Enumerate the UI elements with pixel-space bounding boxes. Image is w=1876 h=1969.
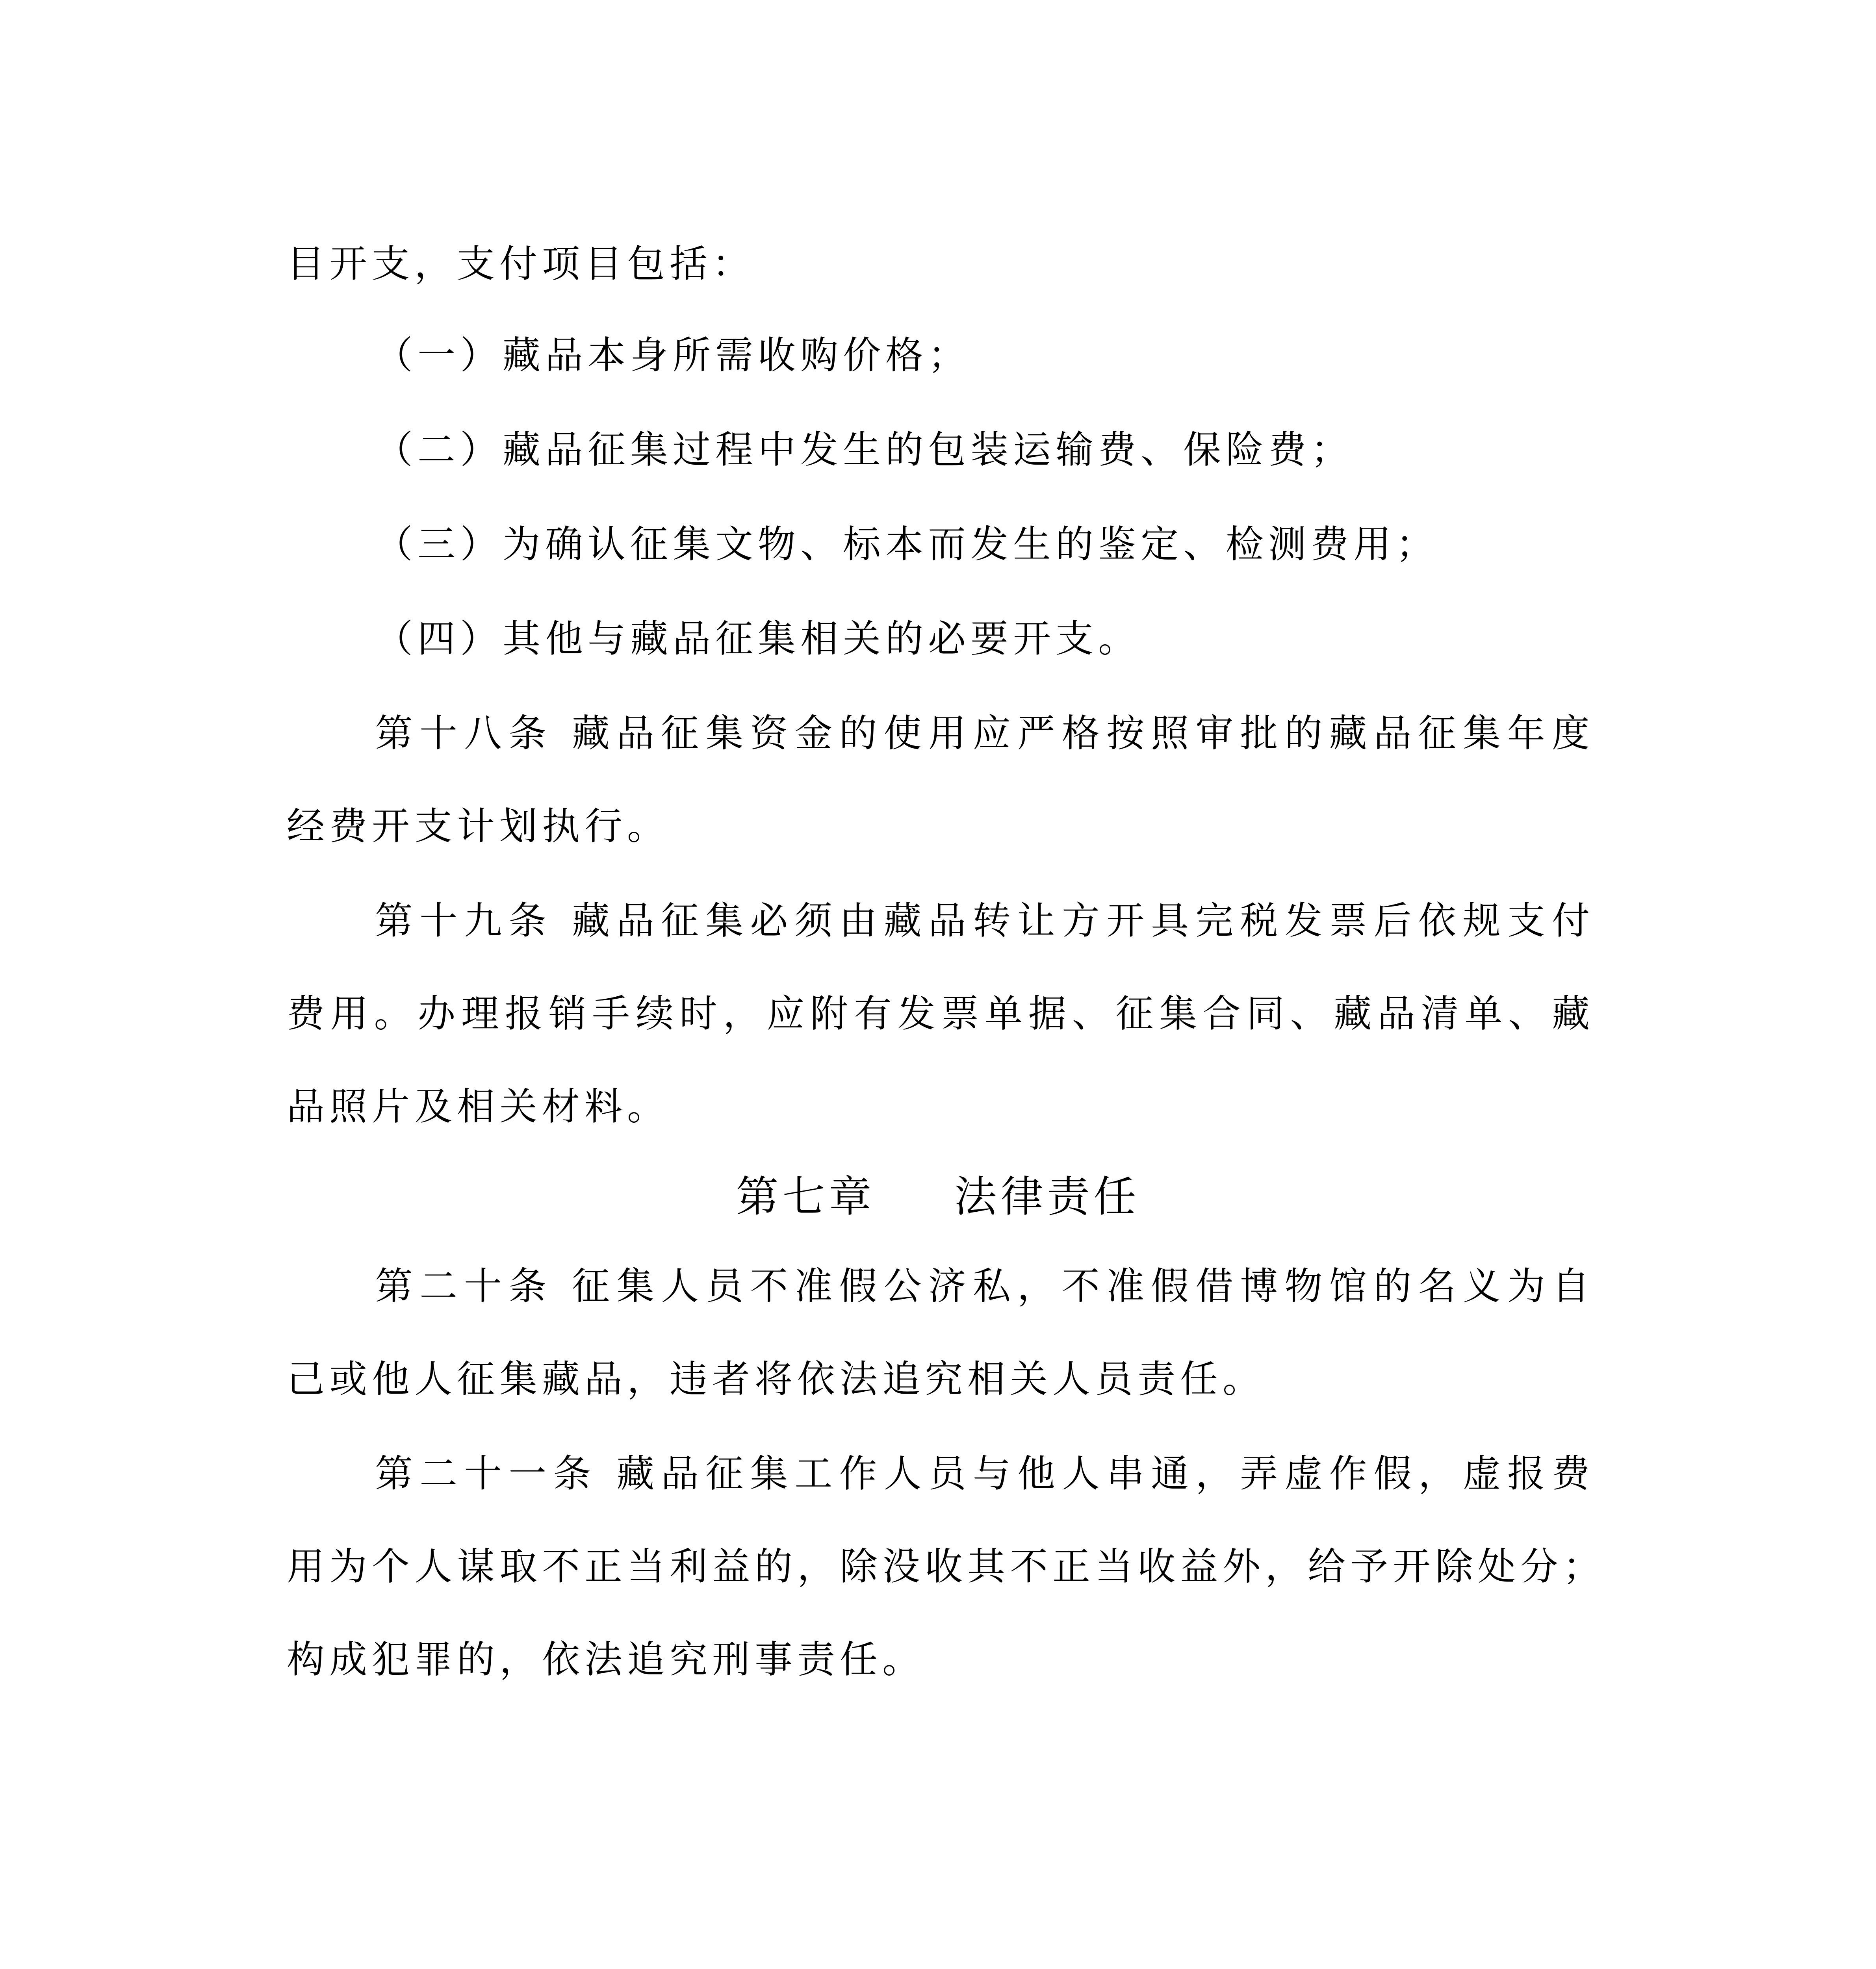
article-19-line: 第十九条 藏品征集必须由藏品转让方开具完税发票后依规支付 (375, 899, 1594, 943)
article-19-line: 品照片及相关材料。 (287, 1085, 670, 1129)
list-item: （一）藏品本身所需收购价格； (375, 333, 970, 377)
list-item: （二）藏品征集过程中发生的包装运输费、保险费； (375, 428, 1353, 472)
article-20-line: 己或他人征集藏品，违者将依法追究相关人员责任。 (287, 1357, 1265, 1401)
article-20-line: 第二十条 征集人员不准假公济私，不准假借博物馆的名义为自 (375, 1264, 1594, 1308)
chapter-title: 法律责任 (954, 1172, 1140, 1222)
chapter-number: 第七章 (736, 1172, 876, 1222)
article-19-line: 费用。办理报销手续时，应附有发票单据、征集合同、藏品清单、藏 (287, 992, 1594, 1036)
article-18-line: 第十八条 藏品征集资金的使用应严格按照审批的藏品征集年度 (375, 711, 1594, 755)
article-21-line: 第二十一条 藏品征集工作人员与他人串通，弄虚作假，虚报费 (375, 1452, 1594, 1496)
list-item: （四）其他与藏品征集相关的必要开支。 (375, 617, 1141, 661)
article-21-line: 用为个人谋取不正当利益的，除没收其不正当收益外，给予开除处分； (287, 1544, 1605, 1589)
paragraph-line: 目开支，支付项目包括： (287, 242, 755, 286)
list-item: （三）为确认征集文物、标本而发生的鉴定、检测费用； (375, 522, 1438, 566)
chapter-heading (0, 1168, 1876, 1227)
article-18-line: 经费开支计划执行。 (287, 804, 670, 848)
article-21-line: 构成犯罪的，依法追究刑事责任。 (287, 1637, 925, 1682)
